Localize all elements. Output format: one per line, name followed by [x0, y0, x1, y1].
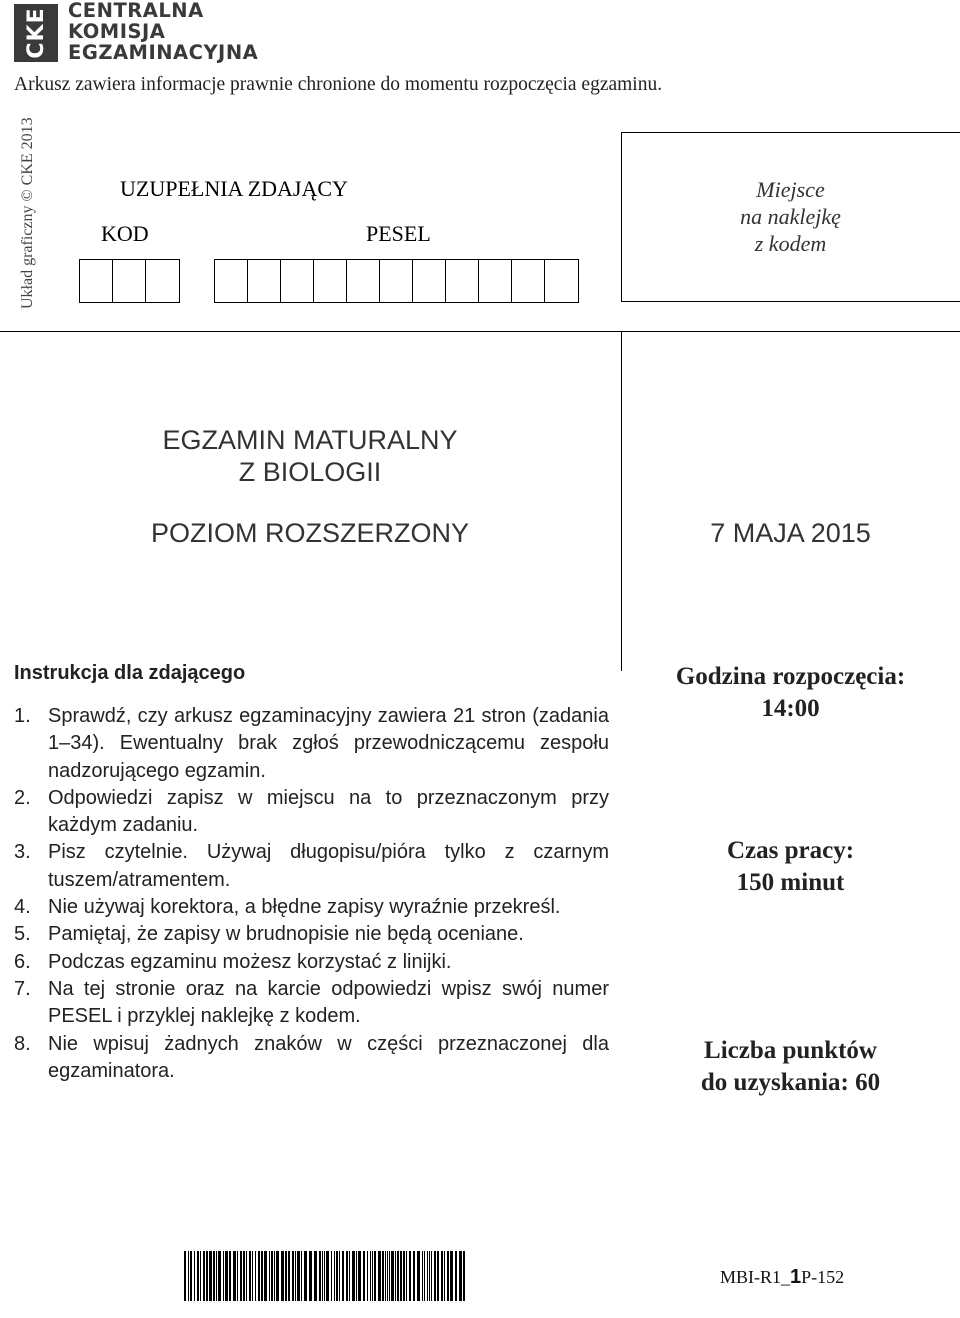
sheet-code: MBI-R1_1P-152: [720, 1266, 845, 1288]
sticker-line: z kodem: [754, 231, 827, 256]
pesel-box[interactable]: [413, 260, 446, 302]
cke-logo-mark: CKE: [14, 4, 58, 62]
instruction-item: 7. Na tej stronie oraz na karcie odpowiedzi wpisz swój numer PESEL i przyklej naklejkę z kodem.: [14, 977, 609, 1028]
kod-box[interactable]: [113, 260, 146, 302]
logo-line-2: KOMISJA: [68, 20, 166, 43]
cke-logo-text: [68, 0, 258, 63]
pesel-input-boxes[interactable]: [214, 259, 579, 303]
exam-level: POZIOM ROZSZERZONY: [150, 518, 469, 548]
logo-line-3: EGZAMINACYJNA: [68, 41, 259, 64]
pesel-box[interactable]: [347, 260, 380, 302]
pesel-box[interactable]: [479, 260, 512, 302]
instruction-item: 2. Odpowiedzi zapisz w miejscu na to przeznaczonym przy każdym zadaniu.: [14, 786, 609, 837]
points-block: [621, 1035, 960, 1099]
header-divider: [0, 331, 960, 332]
pesel-box[interactable]: [248, 260, 281, 302]
pesel-box[interactable]: [380, 260, 413, 302]
instructions-list: [14, 703, 609, 1085]
pesel-box[interactable]: [281, 260, 314, 302]
exam-title: [90, 424, 530, 488]
sticker-label: [621, 176, 960, 257]
kod-label: KOD: [101, 221, 149, 246]
kod-input-boxes[interactable]: [79, 259, 180, 303]
exam-title-line-2: Z BIOLOGII: [238, 457, 382, 487]
pesel-box[interactable]: [314, 260, 347, 302]
instruction-item: 6. Podczas egzaminu możesz korzystać z linijki.: [14, 950, 452, 973]
copyright-vertical: Układ graficzny © CKE 2013: [19, 117, 36, 309]
points-label: Liczba punktów: [704, 1037, 877, 1064]
sticker-line: na naklejkę: [740, 204, 841, 229]
duration-value: 150 minut: [736, 869, 845, 896]
pesel-box[interactable]: [215, 260, 248, 302]
barcode-icon: [184, 1251, 466, 1301]
instruction-item: 1. Sprawdź, czy arkusz egzaminacyjny zawiera 21 stron (zadania 1–34). Ewentualny brak zgłoś przewodniczącemu zespołu nadzorującego egzamin.: [14, 705, 609, 782]
pesel-label: PESEL: [366, 221, 431, 246]
start-time-value: 14:00: [761, 695, 820, 722]
pesel-box[interactable]: [512, 260, 545, 302]
kod-box[interactable]: [146, 260, 179, 302]
logo-line-1: CENTRALNA: [68, 0, 204, 22]
start-time-label: Godzina rozpoczęcia:: [675, 663, 906, 690]
instruction-item: 5. Pamiętaj, że zapisy w brudnopisie nie będą oceniane.: [14, 923, 524, 946]
duration-block: [621, 835, 960, 899]
candidate-header: UZUPEŁNIA ZDAJĄCY: [120, 176, 348, 201]
column-divider: [621, 331, 622, 671]
instructions-heading: Instrukcja dla zdającego: [14, 662, 246, 684]
legal-notice: Arkusz zawiera informacje prawnie chronione do momentu rozpoczęcia egzaminu.: [14, 74, 663, 95]
duration-label: Czas pracy:: [726, 837, 855, 864]
instruction-item: 4. Nie używaj korektora, a błędne zapisy wyraźnie przekreśl.: [14, 896, 561, 919]
kod-box[interactable]: [80, 260, 113, 302]
points-value: do uzyskania: 60: [700, 1069, 881, 1096]
instruction-item: 3. Pisz czytelnie. Używaj długopisu/pióra tylko z czarnym tuszem/atramentem.: [14, 841, 609, 891]
sticker-line: Miejsce: [756, 177, 825, 202]
pesel-box[interactable]: [446, 260, 479, 302]
pesel-box[interactable]: [545, 260, 578, 302]
exam-title-line-1: EGZAMIN MATURALNY: [162, 425, 458, 455]
instruction-item: 8. Nie wpisuj żadnych znaków w części przeznaczonej dla egzaminatora.: [14, 1032, 609, 1082]
exam-date: 7 MAJA 2015: [710, 518, 871, 548]
start-time-block: [621, 661, 960, 725]
